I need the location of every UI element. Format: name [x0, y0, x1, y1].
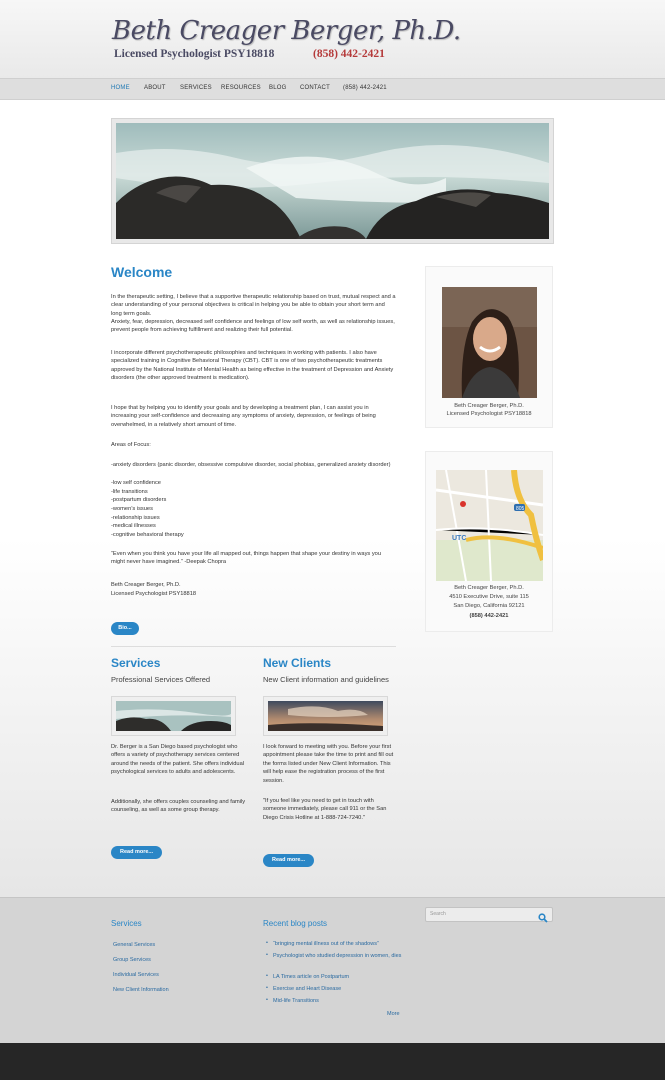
services-subtitle: Professional Services Offered — [111, 675, 211, 684]
footer-link-individual-services[interactable]: Individual Services — [113, 972, 159, 978]
footer-link-new-client-information[interactable]: New Client Information — [113, 987, 169, 993]
footer-blog-title: Recent blog posts — [263, 919, 328, 928]
address-city: San Diego, California 92121 — [453, 603, 525, 609]
location-map[interactable] — [436, 470, 543, 581]
nav-contact[interactable]: CONTACT — [300, 85, 330, 91]
services-thumbnail — [111, 696, 236, 736]
new-clients-image — [268, 701, 383, 731]
site-header — [0, 0, 665, 78]
blog-post-link[interactable]: LA Times article on Postpartum — [273, 974, 350, 980]
nav-services[interactable]: SERVICES — [180, 85, 212, 91]
search-icon[interactable] — [538, 910, 548, 920]
blog-more-link[interactable]: More — [387, 1011, 400, 1017]
address-phone: (858) 442-2421 — [469, 613, 509, 619]
signature-license: Licensed Psychologist PSY18818 — [111, 591, 197, 597]
header-phone: (858) 442-2421 — [313, 48, 385, 60]
new-clients-thumbnail — [263, 696, 388, 736]
nav-resources[interactable]: RESOURCES — [221, 85, 261, 91]
bullet: • — [266, 985, 268, 991]
hero-image — [116, 123, 549, 239]
focus-item: -women’s issues — [111, 506, 153, 512]
site-footer — [0, 897, 665, 1043]
bullet: • — [266, 997, 268, 1003]
map-route-shield: 805 — [516, 506, 525, 512]
blog-post-link[interactable]: Psychologist who studied depression in women, dies — [273, 953, 402, 959]
nav-blog[interactable]: BLOG — [269, 85, 287, 91]
focus-item: -life transitions — [111, 489, 148, 495]
new-clients-title: New Clients — [263, 656, 332, 670]
focus-item: -anxiety disorders (panic disorder, obsessive compulsive disorder, social phobias, generalized anxiety disorder) — [111, 462, 391, 468]
footer-link-group-services[interactable]: Group Services — [113, 957, 151, 963]
address-street: 4510 Executive Drive, suite 115 — [449, 594, 529, 600]
address-name: Beth Creager Berger, Ph.D. — [454, 585, 524, 591]
footer-services-title: Services — [111, 919, 142, 928]
nav-phone[interactable]: (858) 442-2421 — [343, 85, 387, 91]
bio-button[interactable]: Bio... — [111, 622, 139, 635]
welcome-title: Welcome — [111, 264, 173, 280]
new-clients-read-more-button[interactable]: Read more... — [263, 854, 314, 867]
welcome-paragraph: Anxiety, fear, depression, decreased self confidence and feelings of low self worth, as well as relationship issues, prevent people from achieving fulfillment and realizing their full potential. — [111, 319, 395, 334]
search-box — [425, 907, 553, 922]
site-logo-subtitle: Licensed Psychologist PSY18818 — [114, 48, 275, 60]
blog-post-link[interactable]: Exercise and Heart Disease — [273, 986, 342, 992]
welcome-paragraph: In the therapeutic setting, I believe that a supportive therapeutic relationship based on trust, mutual respect and a clear understanding of your personal objectives is critical in helping you be able to obtain your short term and long term goals. — [111, 294, 396, 317]
new-clients-text: I look forward to meeting with you. Before your first appointment please take the time to print and fill out the forms listed under New Client Information. This will help ease the registration process of the first session. — [263, 744, 394, 784]
blog-post-link[interactable]: “bringing mental illness out of the shadows” — [273, 941, 379, 947]
blog-post-link[interactable]: Mid-life Transitions — [273, 998, 319, 1004]
areas-of-focus-label: Areas of Focus: — [111, 442, 151, 448]
map-label-utc: UTC — [452, 535, 467, 542]
portrait-caption-name: Beth Creager Berger, Ph.D. — [454, 403, 524, 409]
divider — [111, 646, 396, 647]
services-read-more-button[interactable]: Read more... — [111, 846, 162, 859]
site-logo-name[interactable]: Beth Creager Berger, Ph.D. — [112, 16, 461, 46]
focus-item: -postpartum disorders — [111, 497, 167, 503]
services-text: Additionally, she offers couples counseling and family counseling, as well as some group therapy. — [111, 799, 246, 814]
main-nav — [0, 78, 665, 100]
bottom-bar — [0, 1043, 665, 1080]
services-image — [116, 701, 231, 731]
bullet: • — [266, 940, 268, 946]
search-input[interactable]: Search — [430, 911, 446, 917]
welcome-paragraph: I incorporate different psychotherapeutic philosophies and techniques in working with patients. I also have specialized training in Cognitive Behavioral Therapy (CBT). CBT is one of two psychotherapeutic treatments approved by the National Institute of Mental Health as being effective in the treatment of Depression and Anxiety disorders (the other approved treatment is medication). — [111, 350, 394, 382]
new-clients-text: "If you feel like you need to get in touch with someone immediately, please call 911 or the San Diego Crisis Hotline at 1-888-724-7240." — [263, 798, 387, 821]
services-text: Dr. Berger is a San Diego based psychologist who offers a variety of psychotherapy services centered around the needs of the patient. She offers individual psychological services to adults and adolescents. — [111, 744, 245, 776]
quote: “Even when you think you have your life all mapped out, things happen that shape your destiny in ways you might never have imagined.” -Deepak Chopra — [111, 551, 382, 566]
focus-item: -low self confidence — [111, 480, 161, 486]
bullet: • — [266, 973, 268, 979]
welcome-paragraph: I hope that by helping you to identify your goals and by developing a treatment plan, I can assist you in increasing your self-confidence and decreasing any symptoms of anxiety, depression, or feelings of being overwhelmed, in a relatively short amount of time. — [111, 405, 376, 428]
footer-link-general-services[interactable]: General Services — [113, 942, 156, 948]
signature-name: Beth Creager Berger, Ph.D. — [111, 582, 181, 588]
nav-about[interactable]: ABOUT — [144, 85, 166, 91]
focus-item: -relationship issues — [111, 515, 160, 521]
portrait-caption-license: Licensed Psychologist PSY18818 — [446, 411, 532, 417]
nav-home[interactable]: HOME — [111, 85, 130, 91]
focus-item: -cognitive behavioral therapy — [111, 532, 184, 538]
services-title: Services — [111, 656, 161, 670]
focus-item: -medical illnesses — [111, 523, 156, 529]
portrait-photo — [442, 287, 537, 398]
bullet: • — [266, 952, 268, 958]
new-clients-subtitle: New Client information and guidelines — [263, 675, 389, 684]
